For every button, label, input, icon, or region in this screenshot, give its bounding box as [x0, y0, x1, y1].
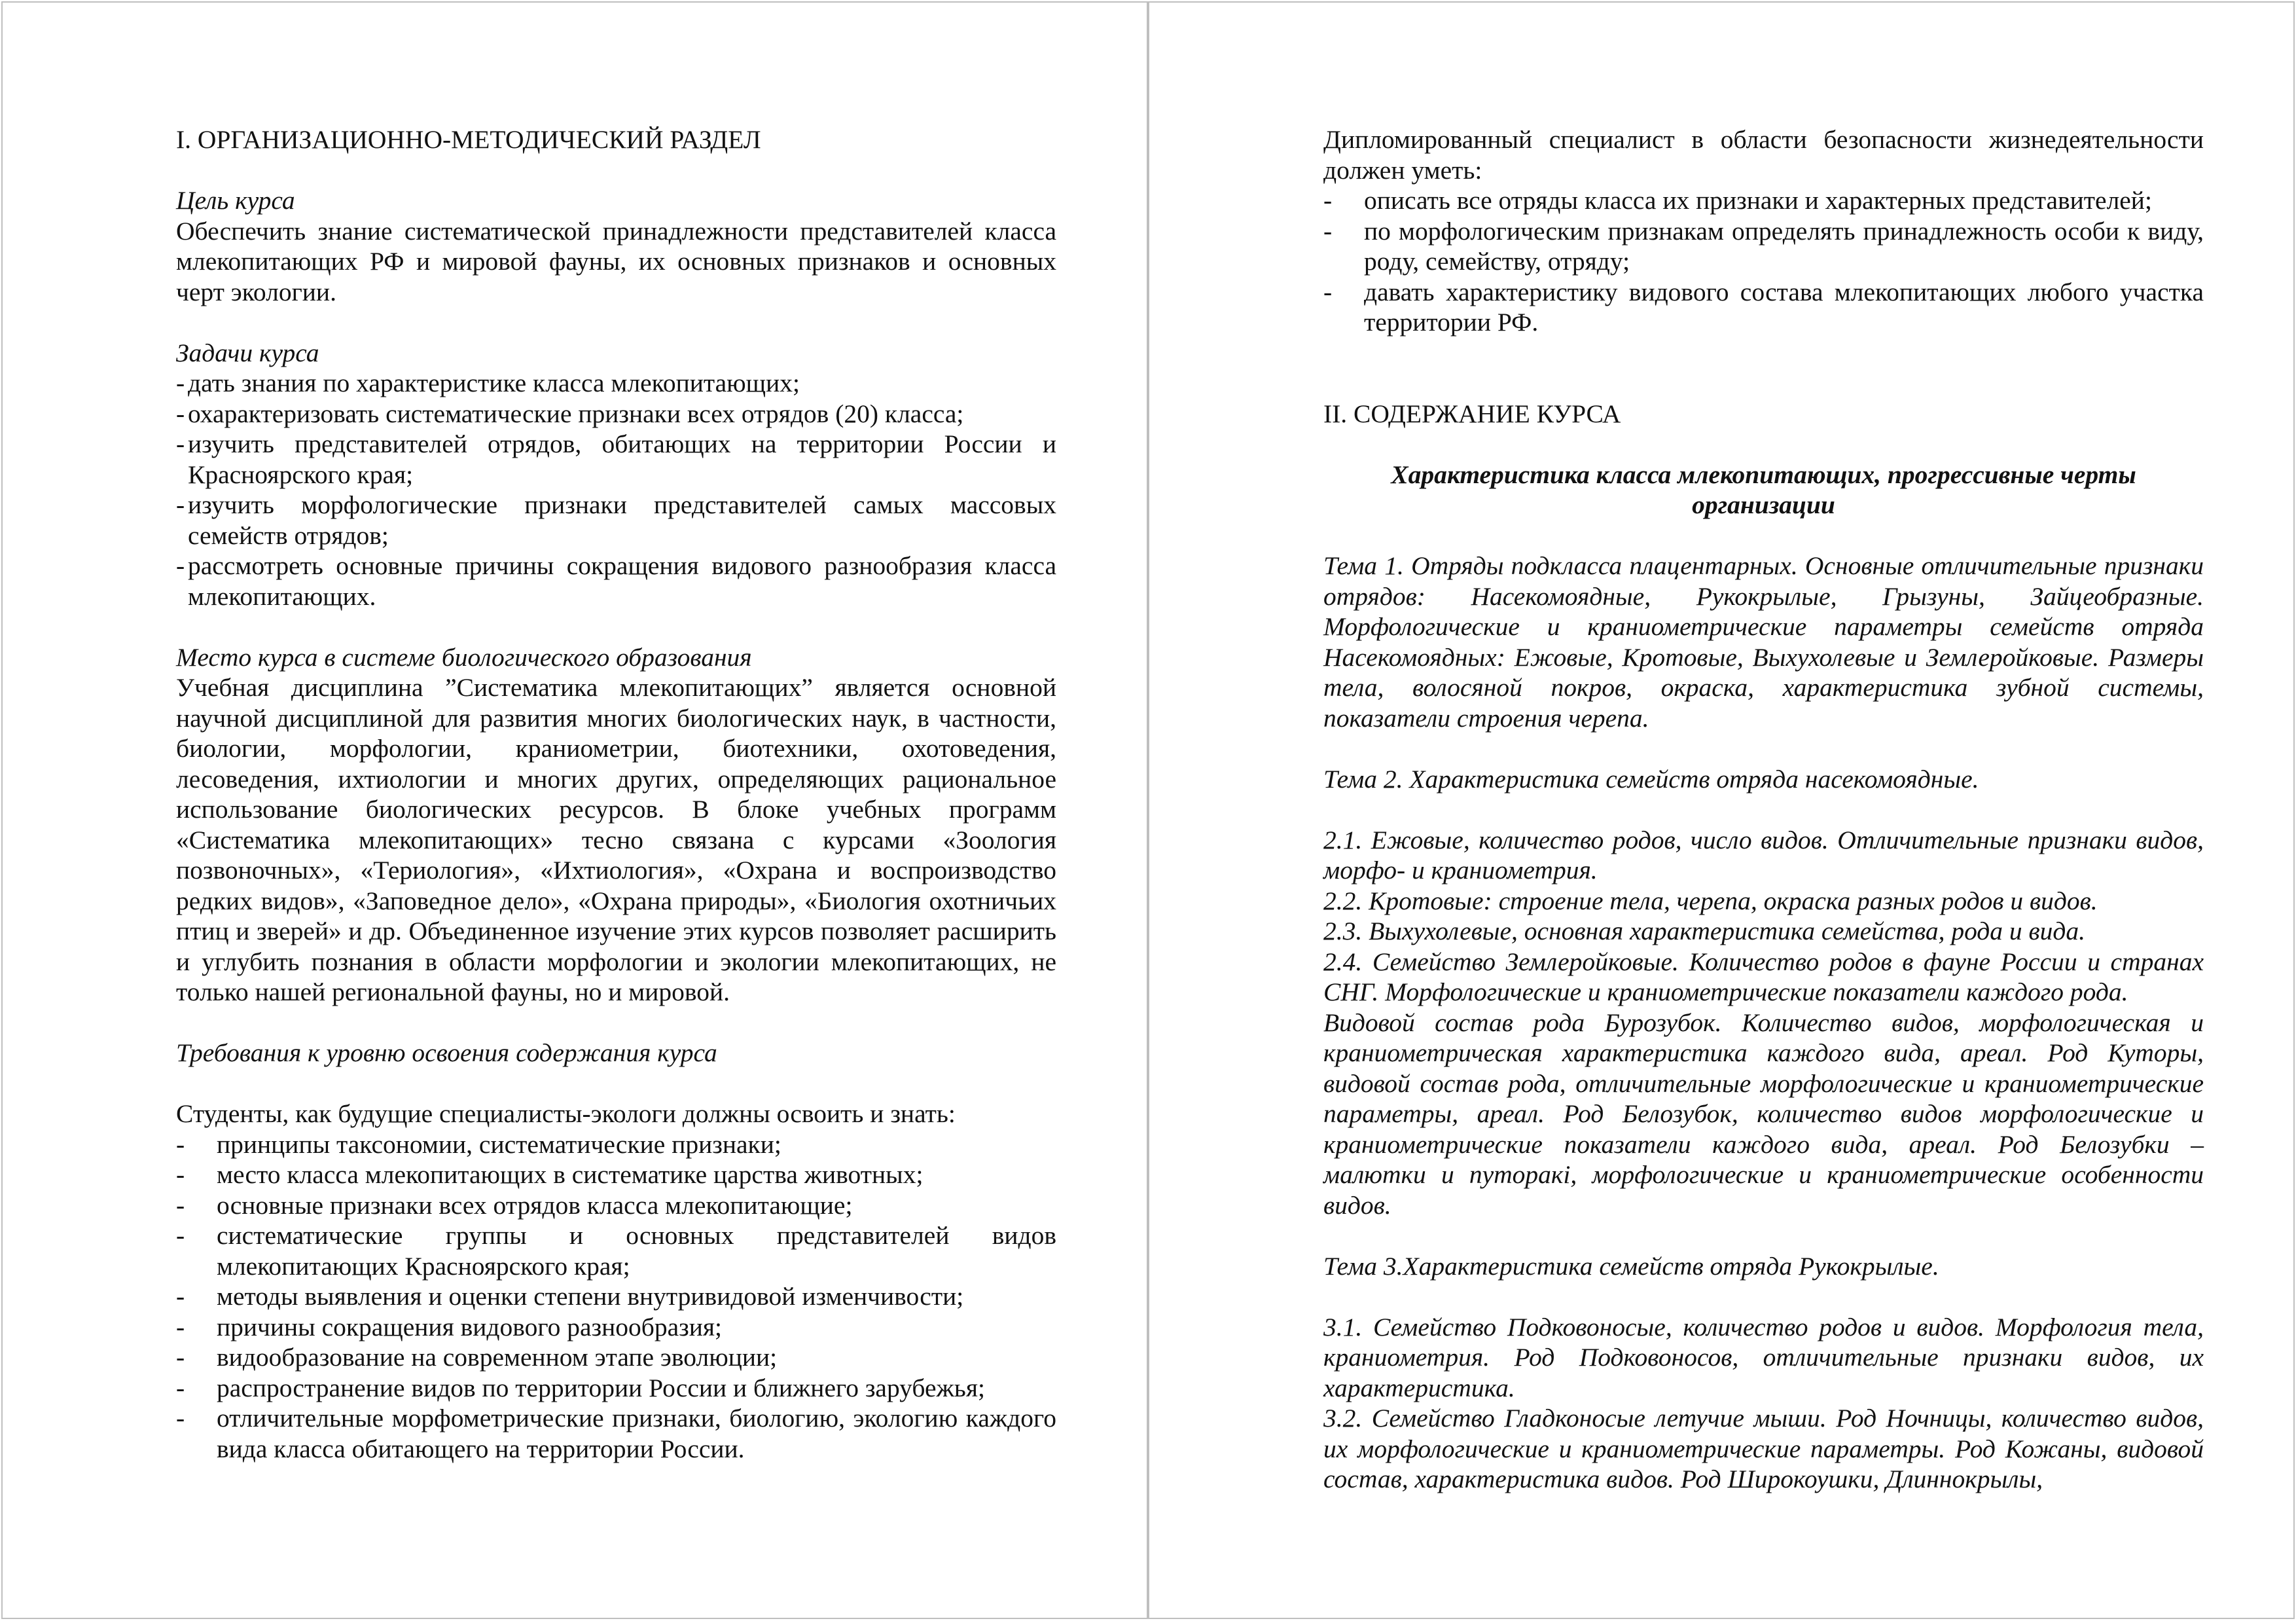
section-title-1: I. ОРГАНИЗАЦИОННО-МЕТОДИЧЕСКИЙ РАЗДЕЛ — [176, 125, 761, 154]
topic-2-species: Видовой состав рода Бурозубок. Количество видов, морфологическая и краниометрическая характеристика каждого вида, ареал. Род Куторы, видовой состав рода, отличительные морфологические и краниометрические параметры, ареал. Род Белозубок, количество видов морфологические и краниометрические показатели каждого вида, ареал. Род Белозубки – малютки и путоракi, морфологические и краниометрические особенности видов. — [1323, 1008, 2204, 1220]
list-item: - изучить представителей отрядов, обитающих на территории России и Красноярского края; — [176, 429, 1056, 489]
list-item: - изучить морфологические признаки представителей самых массовых семейств отрядов; — [176, 490, 1056, 550]
left-column — [176, 124, 1056, 1464]
list-item: - рассмотреть основные причины сокращения видового разнообразия класса млекопитающих. — [176, 551, 1056, 611]
list-item: - принципы таксономии, систематические признаки; — [176, 1129, 781, 1159]
list-item: - отличительные морфометрические признаки, биологию, экологию каждого вида класса обитающего на территории России. — [176, 1404, 1056, 1463]
topic-3-2: 3.2. Семейство Гладконосые летучие мыши. Род Ночницы, количество видов, их морфологические и краниометрические параметры. Род Кожаны, видовой состав, характеристика видов. Род Широкоушки, Длиннокрылы, — [1323, 1404, 2204, 1493]
topic-2-2: 2.2. Кротовые: строение тела, черепа, окраска разных родов и видов. — [1323, 886, 2098, 915]
topic-2: Тема 2. Характеристика семейств отряда насекомоядные. — [1323, 764, 1979, 793]
list-item: - основные признаки всех отрядов класса млекопитающие; — [176, 1190, 853, 1220]
students-list — [176, 1129, 1056, 1465]
topic-1: Тема 1. Отряды подкласса плацентарных. Основные отличительные признаки отрядов: Насекомоядные, Рукокрылые, Грызуны, Зайцеобразные. Морфологические и краниометрические параметры семейств отряда Насекомоядных: Ежовые, Кротовые, Выхухолевые и Землеройковые. Размеры тела, волосяной покров, окраска, характеристика зубной системы, показатели строения черепа. — [1323, 551, 2204, 733]
topic-3-1: 3.1. Семейство Подковоносые, количество родов и видов. Морфология тела, краниометрия. Род Подковоносов, отличительные признаки видов, их характеристика. — [1323, 1312, 2204, 1402]
topic-2-3: 2.3. Выхухолевые, основная характеристика семейства, рода и вида. — [1323, 917, 2086, 945]
list-item: - причины сокращения видового разнообразия; — [176, 1312, 723, 1341]
left-page — [1, 1, 1148, 1619]
list-item: - распространение видов по территории России и ближнего зарубежья; — [176, 1373, 985, 1402]
topic-2-4: 2.4. Семейство Землеройковые. Количество родов в фауне России и странах СНГ. Морфологические и краниометрические показатели каждого рода. — [1323, 947, 2204, 1006]
list-item: - по морфологическим признакам определять принадлежность особи к виду, роду, семейству, отряду; — [1323, 216, 2204, 276]
skills-list — [1323, 185, 2204, 338]
topic-3: Тема 3.Характеристика семейств отряда Рукокрылые. — [1323, 1251, 1939, 1281]
place-text: Учебная дисциплина ”Систематика млекопитающих” является основной научной дисциплиной для развития многих биологических наук, в частности, биологии, морфологии, краниометрии, биотехники, охотоведения, лесоведения, ихтиологии и многих других, определяющих рациональное использование биологических ресурсов. В блоке учебных программ «Систематика млекопитающих» тесно связана с курсами «Зоология позвоночных», «Териология», «Ихтиология», «Охрана и воспроизводство редких видов», «Заповедное дело», «Охрана природы», «Биология охотничьих птиц и зверей» и др. Объединенное изучение этих курсов позволяет расширить и углубить познания в области морфологии и экологии млекопитающих, не только нашей региональной фауны, но и мировой. — [176, 673, 1056, 1006]
right-page — [1148, 1, 2295, 1619]
list-item: - систематические группы и основных представителей видов млекопитающих Красноярского края; — [176, 1221, 1056, 1281]
place-heading: Место курса в системе биологического образования — [176, 642, 752, 672]
specialist-intro: Дипломированный специалист в области безопасности жизнедеятельности должен уметь: — [1323, 125, 2204, 185]
section-title-2: II. СОДЕРЖАНИЕ КУРСА — [1323, 399, 1621, 428]
list-item: - охарактеризовать систематические признаки всех отрядов (20) класса; — [176, 399, 964, 428]
goal-text: Обеспечить знание систематической принадлежности представителей класса млекопитающих РФ и мировой фауны, их основных признаков и основных черт экологии. — [176, 216, 1056, 306]
subsection-title: Характеристика класса млекопитающих, прогрессивные черты организации — [1391, 460, 2136, 519]
list-item: - методы выявления и оценки степени внутривидовой изменчивости; — [176, 1282, 964, 1311]
tasks-list — [176, 368, 1056, 611]
students-intro: Студенты, как будущие специалисты-экологи должны освоить и знать: — [176, 1099, 956, 1128]
goal-heading: Цель курса — [176, 186, 295, 215]
list-item: - описать все отряды класса их признаки и характерных представителей; — [1323, 186, 2152, 215]
topic-2-1: 2.1. Ежовые, количество родов, число видов. Отличительные признаки видов, морфо- и краниометрия. — [1323, 825, 2204, 884]
list-item: - место класса млекопитающих в систематике царства животных; — [176, 1160, 924, 1189]
list-item: - дать знания по характеристике класса млекопитающих; — [176, 369, 800, 397]
list-item: - видообразование на современном этапе эволюции; — [176, 1343, 778, 1372]
requirements-heading: Требования к уровню освоения содержания курса — [176, 1038, 717, 1067]
right-column — [1323, 124, 2204, 1495]
list-item: - давать характеристику видового состава млекопитающих любого участка территории РФ. — [1323, 277, 2204, 337]
tasks-heading: Задачи курса — [176, 338, 319, 367]
